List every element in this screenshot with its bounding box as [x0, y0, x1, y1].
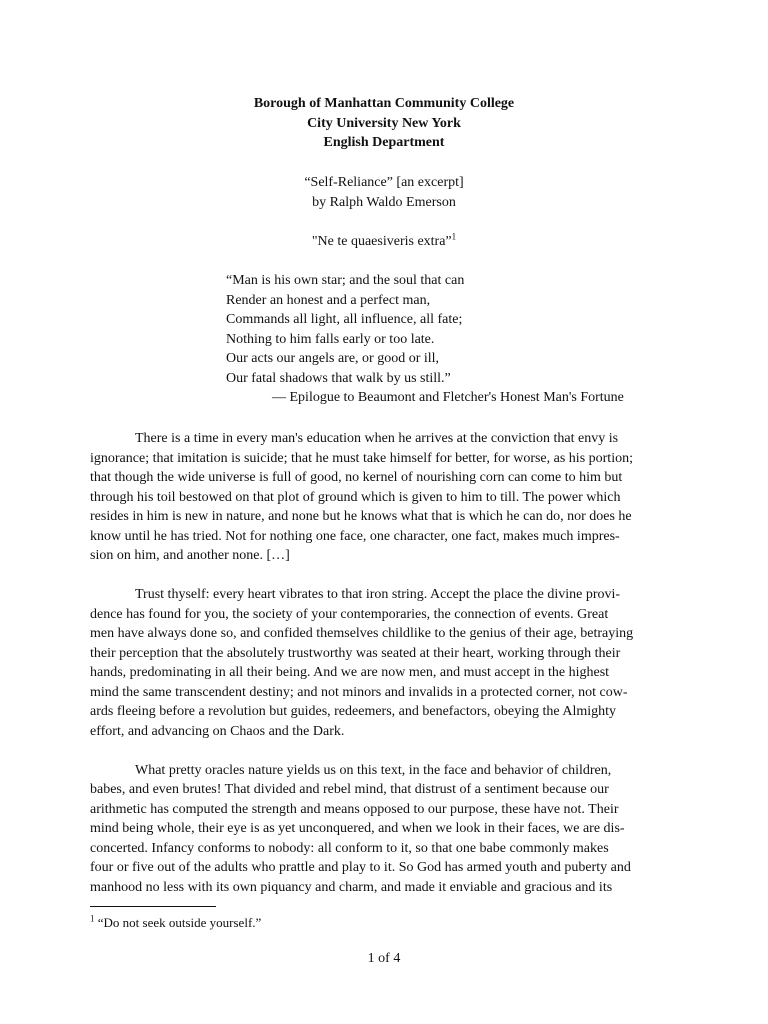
essay-title: “Self-Reliance” [an excerpt] — [304, 175, 464, 190]
paragraph-line: sion on him, and another none. […] — [90, 548, 290, 563]
paragraph-line: resides in him is new in nature, and none but he knows what that is which he can do, nor does he — [90, 509, 632, 524]
essay-title-block — [0, 173, 768, 212]
paragraph-1 — [90, 429, 680, 566]
epigraph-line: “Man is his own star; and the soul that can — [226, 273, 465, 288]
paragraph-line: ignorance; that imitation is suicide; that he must take himself for better, for worse, as his portion; — [90, 450, 633, 466]
epigraph-line: Render an honest and a perfect man, — [226, 292, 431, 308]
paragraph-line: manhood no less with its own piquancy and charm, and made it enviable and gracious and its — [90, 879, 613, 895]
epigraph-line: Nothing to him falls early or too late. — [226, 331, 435, 347]
epigraph-line: Our acts our angels are, or good or ill, — [226, 351, 440, 366]
paragraph-line: ards fleeing before a revolution but guides, redeemers, and benefactors, obeying the Almighty — [90, 704, 616, 719]
paragraph-line: dence has found for you, the society of your contemporaries, the connection of events. Great — [90, 606, 609, 622]
college-name: Borough of Manhattan Community College — [253, 96, 515, 111]
epigraph-attribution: — Epilogue to Beaumont and Fletcher's Honest Man's Fortune — [272, 390, 624, 405]
paragraph-line: mind being whole, their eye is as yet unconquered, and when we look in their faces, we are dis- — [90, 821, 625, 836]
paragraph-3 — [90, 761, 680, 898]
essay-author: by Ralph Waldo Emerson — [312, 194, 456, 210]
paragraph-line: men have always done so, and confided themselves childlike to the genius of their age, betraying — [90, 626, 634, 641]
motto-text: "Ne te quaesiveris extra” — [311, 234, 452, 249]
page-number: 1 of 4 — [367, 951, 401, 966]
department-name: English Department — [323, 135, 445, 150]
footnote-text: “Do not seek outside yourself.” — [94, 915, 262, 930]
epigraph-line: Our fatal shadows that walk by us still.” — [226, 370, 451, 386]
paragraph-line: arithmetic has computed the strength and means opposed to our purpose, these have not. Their — [90, 801, 619, 817]
paragraph-line: mind the same transcendent destiny; and not minors and invalids in a protected corner, not cow- — [90, 684, 628, 700]
footnote-mark: 1 — [90, 913, 95, 924]
footnote — [90, 914, 261, 931]
footnote-separator — [90, 906, 216, 907]
epigraph-line: Commands all light, all influence, all fate; — [226, 312, 463, 327]
paragraph-line: their perception that the absolutely trustworthy was seated at their heart, working through their — [90, 645, 621, 661]
motto-footnote-mark: 1 — [451, 231, 457, 242]
paragraph-line: four or five out of the adults who prattle and play to it. So God has armed youth and puberty and — [90, 860, 631, 875]
paragraph-2 — [90, 585, 680, 741]
paragraph-line: What pretty oracles nature yields us on this text, in the face and behavior of children, — [135, 762, 612, 778]
document-header — [0, 94, 768, 153]
paragraph-line: know until he has tried. Not for nothing one face, one character, one fact, makes much impres- — [90, 528, 620, 544]
paragraph-line: There is a time in every man's education when he arrives at the conviction that envy is — [135, 431, 619, 446]
latin-motto — [0, 232, 768, 252]
paragraph-line: Trust thyself: every heart vibrates to that iron string. Accept the place the divine provi- — [135, 587, 621, 602]
paragraph-line: concerted. Infancy conforms to nobody: all conform to it, so that one babe commonly makes — [90, 840, 609, 856]
paragraph-line: babes, and even brutes! That divided and rebel mind, that distrust of a sentiment because our — [90, 782, 609, 797]
university-name: City University New York — [307, 115, 461, 131]
epigraph-poem — [226, 271, 624, 408]
paragraph-line: effort, and advancing on Chaos and the Dark. — [90, 723, 345, 739]
paragraph-line: that though the wide universe is full of good, no kernel of nourishing corn can come to him but — [90, 470, 623, 485]
paragraph-line: hands, predominating in all their being. And we are now men, and must accept in the highest — [90, 665, 610, 680]
essay-body — [90, 429, 680, 917]
paragraph-line: through his toil bestowed on that plot of ground which is given to him to till. The power which — [90, 489, 621, 505]
